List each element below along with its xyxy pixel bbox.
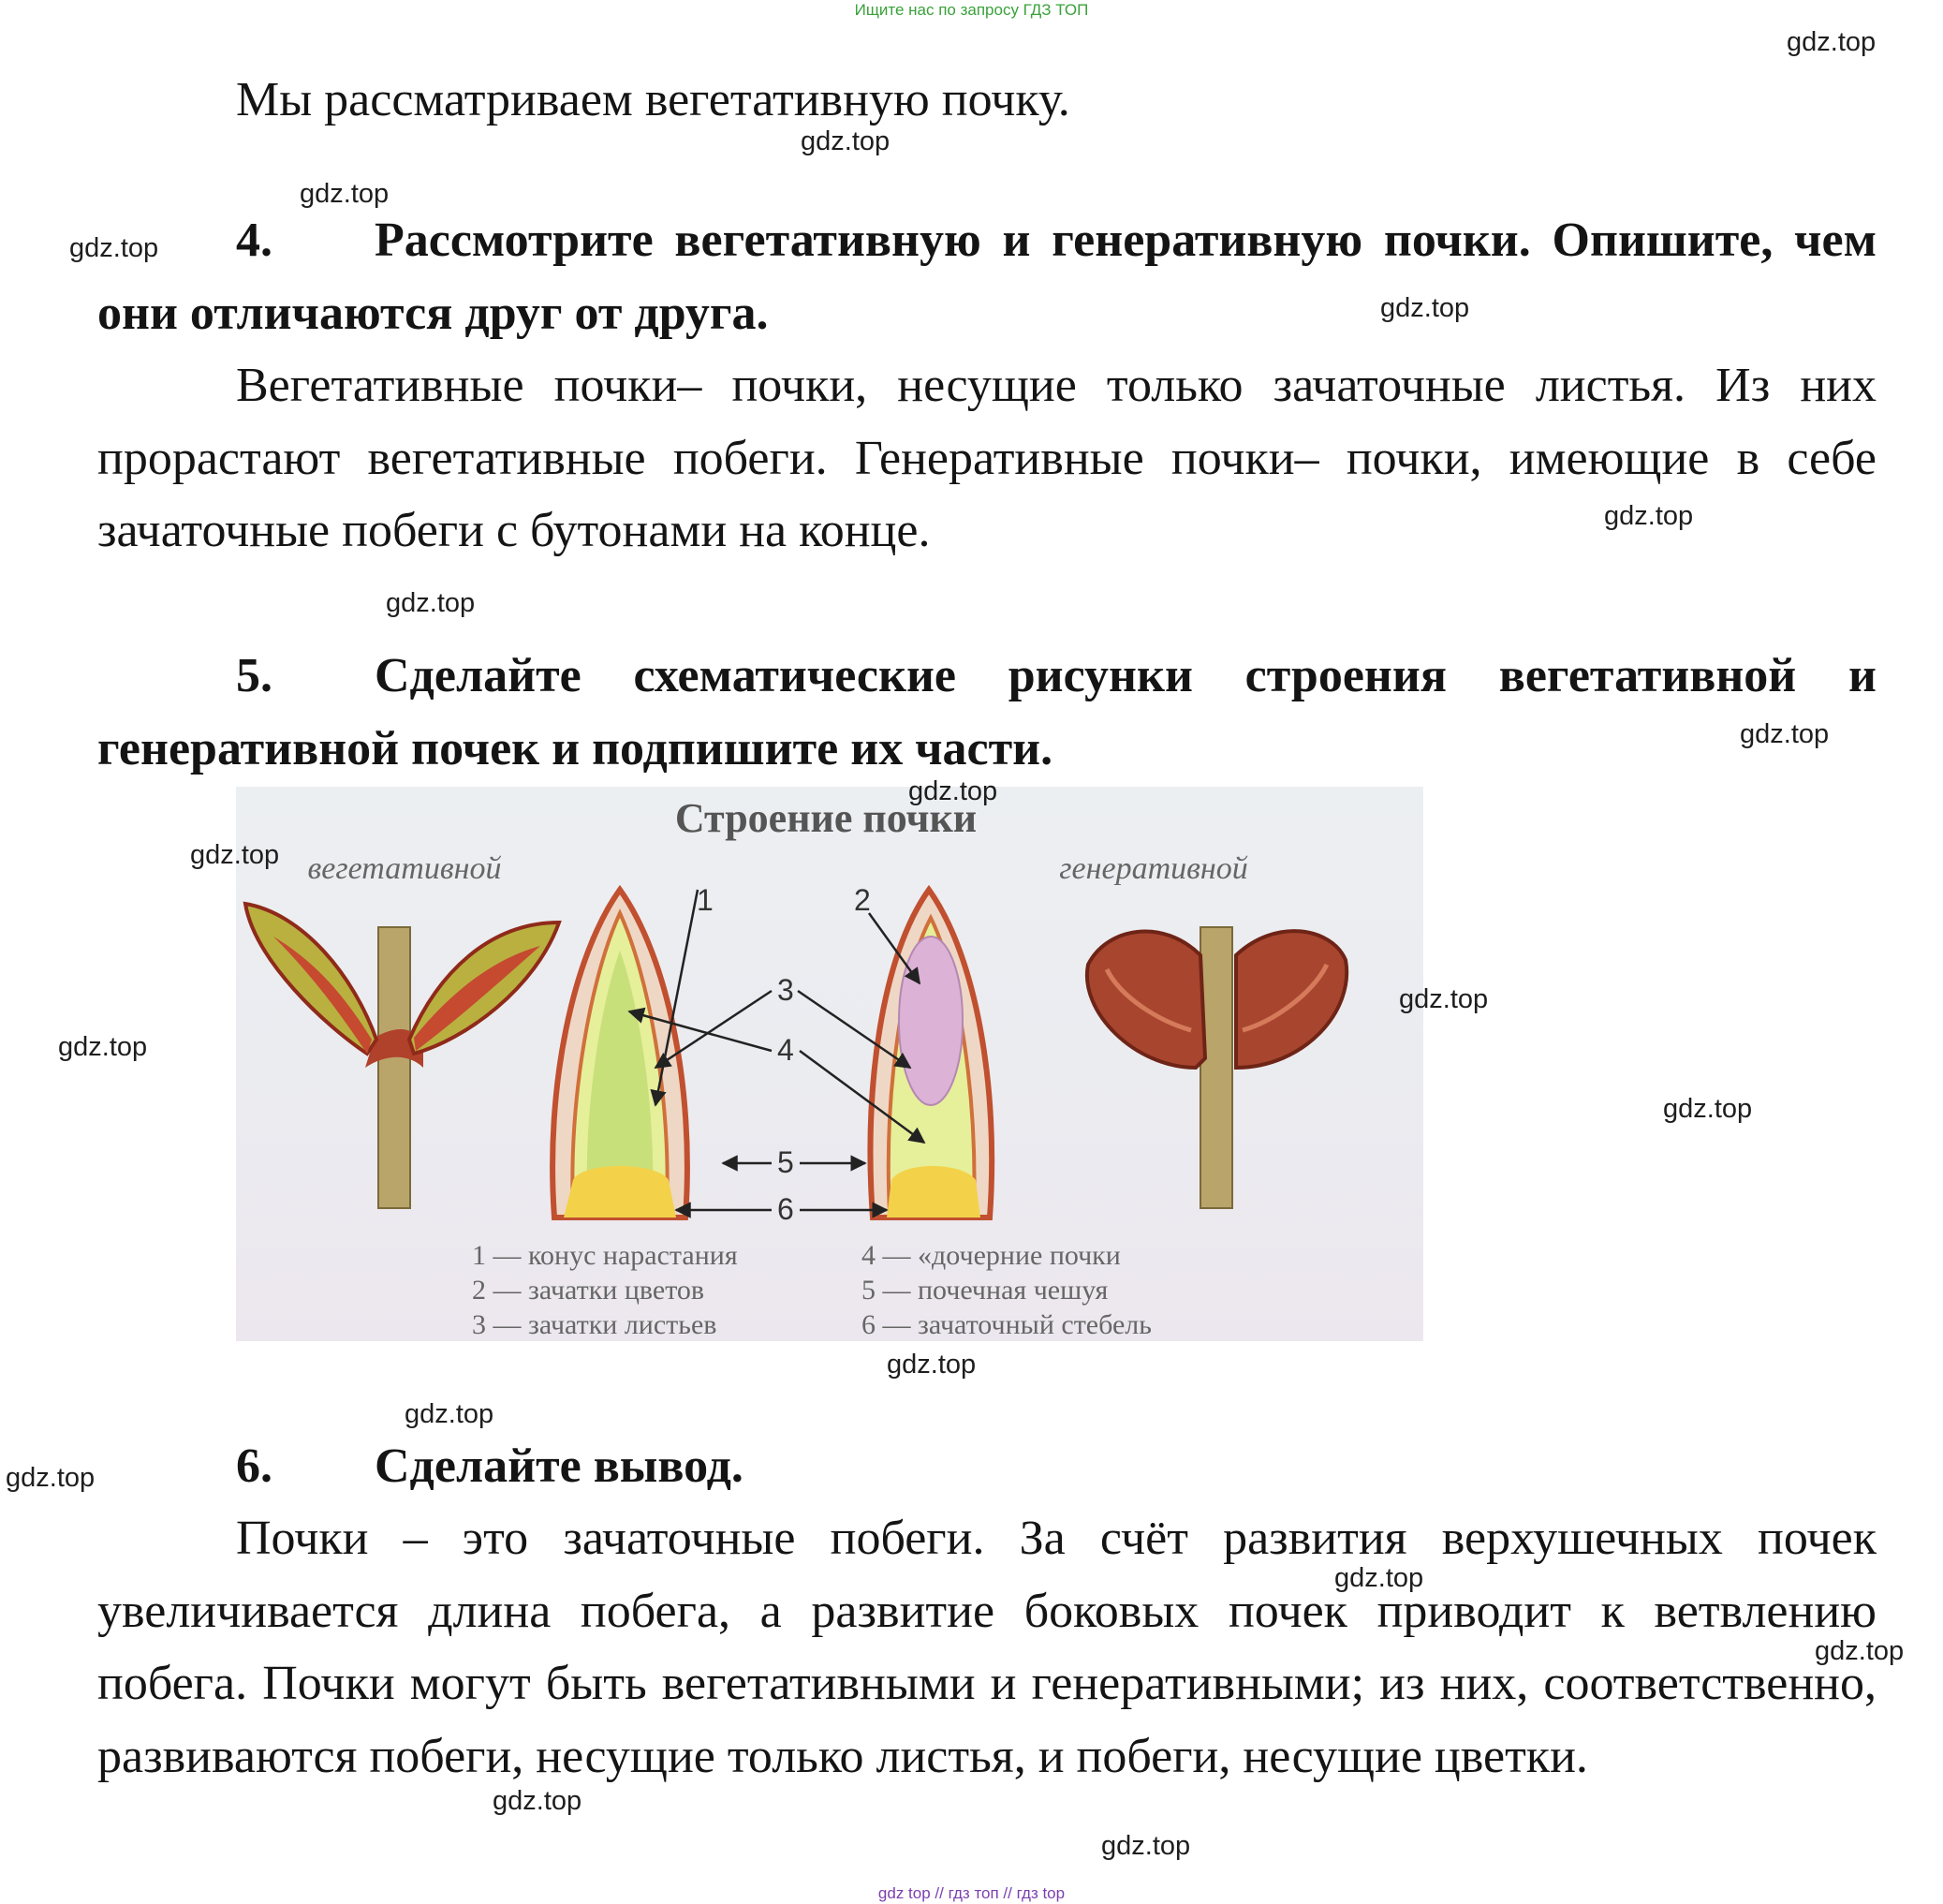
question-5-number: 5. [236,649,272,702]
watermark: gdz.top [801,126,891,156]
question-5 [97,640,1877,785]
answer-6: Почки – это зачаточные побеги. За счёт развития верхушечных почек увеличивается длина побега, а развитие боковых почек приводит к ветвлению побега. Почки могут быть вегетативными и генеративными; из них, соответственно, развиваются побеги, несущие только листья, и побеги, несущие цветки. [97,1512,1877,1783]
question-6-title: Сделайте вывод. [375,1439,743,1493]
callout-1: 1 [697,883,714,917]
question-4-title: Рассмотрите вегетативную и генеративную почки. Опишите, чем они отличаются друг от друга. [97,214,1877,340]
legend-item-4: 4 — «дочерние почки [861,1240,1121,1271]
question-5-title: Сделайте схематические рисунки строения вегетативной и генеративной почек и подпишите их части. [97,649,1877,775]
watermark: gdz.top [405,1399,494,1429]
watermark: gdz.top [69,233,159,263]
watermark: gdz.top [1334,1563,1424,1593]
watermark: gdz.top [6,1463,96,1493]
callout-6: 6 [777,1192,794,1226]
watermark: gdz.top [908,776,998,806]
legend-item-6: 6 — зачаточный стебель [861,1309,1152,1340]
callout-2: 2 [854,883,871,917]
watermark: gdz.top [1663,1094,1753,1124]
footer-links: gdz top // гдз топ // гдз top [877,1884,1066,1902]
watermark: gdz.top [190,840,280,870]
watermark: gdz.top [1787,27,1877,57]
watermark: gdz.top [887,1350,977,1380]
watermark: gdz.top [58,1032,148,1062]
vegetative-branch-drawing [245,904,559,1208]
vegetative-label: вегетативной [307,851,502,886]
watermark: gdz.top [1815,1636,1905,1666]
top-banner: Ищите нас по запросу ГДЗ ТОП [854,1,1089,19]
figure-title: Строение почки [674,795,978,841]
watermark: gdz.top [1740,719,1830,749]
watermark: gdz.top [1101,1831,1191,1861]
answer-4: Вегетативные почки– почки, несущие только зачаточные листья. Из них прорастают вегетативные побеги. Генеративные почки– почки, имеющие в себе зачаточные побеги с бутонами на конце. [97,359,1877,557]
generative-branch-drawing [1087,927,1347,1208]
question-6-number: 6. [236,1439,272,1493]
generative-label: генеративной [1059,851,1248,886]
legend-item-3: 3 — зачатки листьев [472,1309,717,1340]
watermark: gdz.top [1604,501,1694,531]
bud-structure-figure [236,787,1423,1341]
callout-5: 5 [777,1145,794,1179]
legend-item-5: 5 — почечная чешуя [861,1275,1109,1306]
watermark: gdz.top [386,588,476,618]
question-4-number: 4. [236,214,272,267]
vegetative-bud-section [552,890,687,1218]
callout-3: 3 [777,973,794,1007]
watermark: gdz.top [1399,984,1489,1014]
intro-text: Мы рассматриваем вегетативную почку. [236,73,1070,126]
question-4 [97,204,1877,349]
watermark: gdz.top [300,179,390,209]
legend-item-2: 2 — зачатки цветов [472,1275,705,1306]
watermark: gdz.top [1380,293,1470,323]
question-6 [97,1430,1877,1503]
legend-item-1: 1 — конус нарастания [472,1240,738,1271]
watermark: gdz.top [493,1786,582,1816]
callout-4: 4 [777,1033,794,1067]
